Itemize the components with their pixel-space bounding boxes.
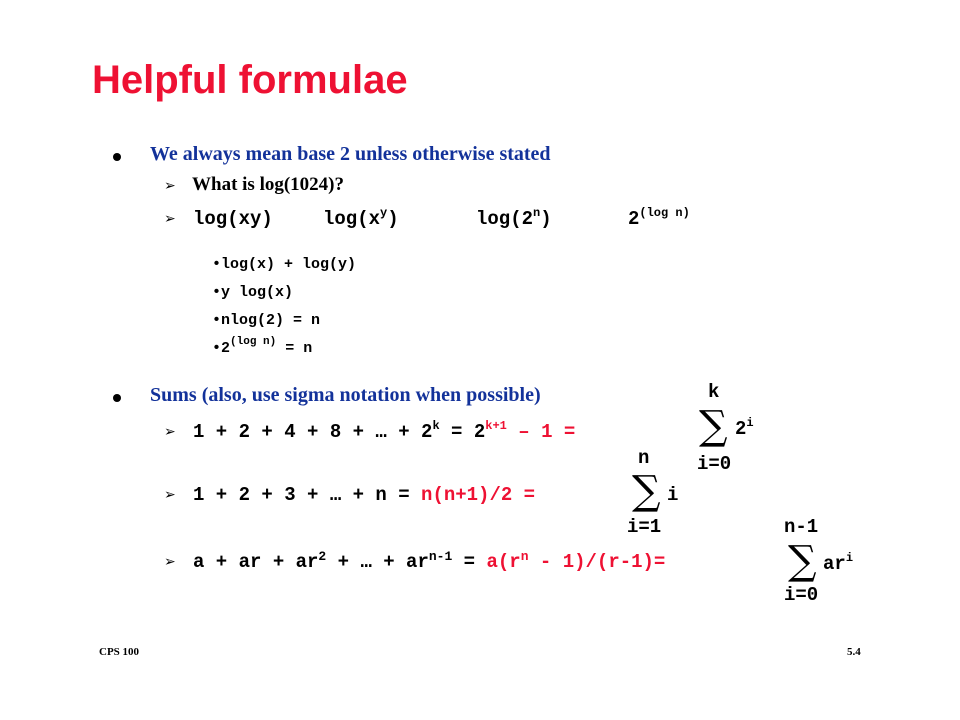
- arrow-bullet-icon: ➢: [164, 178, 176, 194]
- answer-log-xy: •log(x) + log(y): [212, 256, 357, 273]
- sigma-term: $ar^i$: [823, 551, 854, 575]
- answer-2-log-n: $•2^{(log n)} = n$: [212, 336, 313, 357]
- bullet-dot: [113, 394, 121, 402]
- sub-bullet-dot: •: [212, 312, 222, 329]
- sigma-icon: ∑: [788, 538, 817, 584]
- bullet-dot: [113, 153, 121, 161]
- formula-log-xy: log(xy): [193, 208, 273, 230]
- sub-bullet-dot: •: [212, 284, 222, 301]
- footer-course: CPS 100: [99, 646, 140, 658]
- formula-log-xy-power: $\log(x^y)$: [323, 206, 399, 230]
- sigma-lower-limit: i=0: [784, 584, 819, 606]
- bullet-base2: We always mean base 2 unless otherwise stated: [150, 143, 551, 165]
- arrow-bullet-icon: ➢: [164, 487, 176, 503]
- sum-geometric-series: a + ar + $ar^2$ + … + $ar^{n-1} = a(r^n - 1)/(r-1)=$: [193, 549, 666, 573]
- sigma-upper-limit: n: [638, 447, 650, 469]
- sigma-icon: ∑: [632, 468, 661, 514]
- footer-slide-number: 5.4: [847, 646, 861, 658]
- answer-log-2n: •nlog(2) = n: [212, 312, 321, 329]
- sub-bullet-dot: •: [212, 256, 222, 273]
- slide-title: Helpful formulae: [92, 58, 408, 102]
- sigma-upper-limit: k: [708, 381, 720, 403]
- question-log1024: What is log(1024)?: [192, 174, 344, 195]
- formula-2-log-n: $2^{(log n)}$: [628, 206, 690, 230]
- sigma-lower-limit: i=0: [697, 453, 732, 475]
- sigma-upper-limit: n-1: [784, 516, 819, 538]
- arrow-bullet-icon: ➢: [164, 554, 176, 570]
- sigma-icon: ∑: [699, 403, 728, 449]
- sum-geometric-powers-of-two: 1 + 2 + 4 + 8 + … + $2^k = 2^{k+1} - 1$ =: [193, 419, 576, 443]
- sum-arithmetic: 1 + 2 + 3 + … + n = n(n+1)/2 =: [193, 484, 536, 506]
- sigma-term: i: [667, 484, 679, 506]
- sigma-term: 2$^i$: [735, 416, 754, 440]
- bullet-sums: Sums (also, use sigma notation when possible): [150, 384, 541, 406]
- arrow-bullet-icon: ➢: [164, 211, 176, 227]
- formula-log-2n: log(2$^n$): [476, 206, 552, 230]
- answer-log-xy-power: •y log(x): [212, 284, 294, 301]
- sub-bullet-dot: •: [212, 340, 222, 357]
- arrow-bullet-icon: ➢: [164, 424, 176, 440]
- sigma-lower-limit: i=1: [627, 516, 662, 538]
